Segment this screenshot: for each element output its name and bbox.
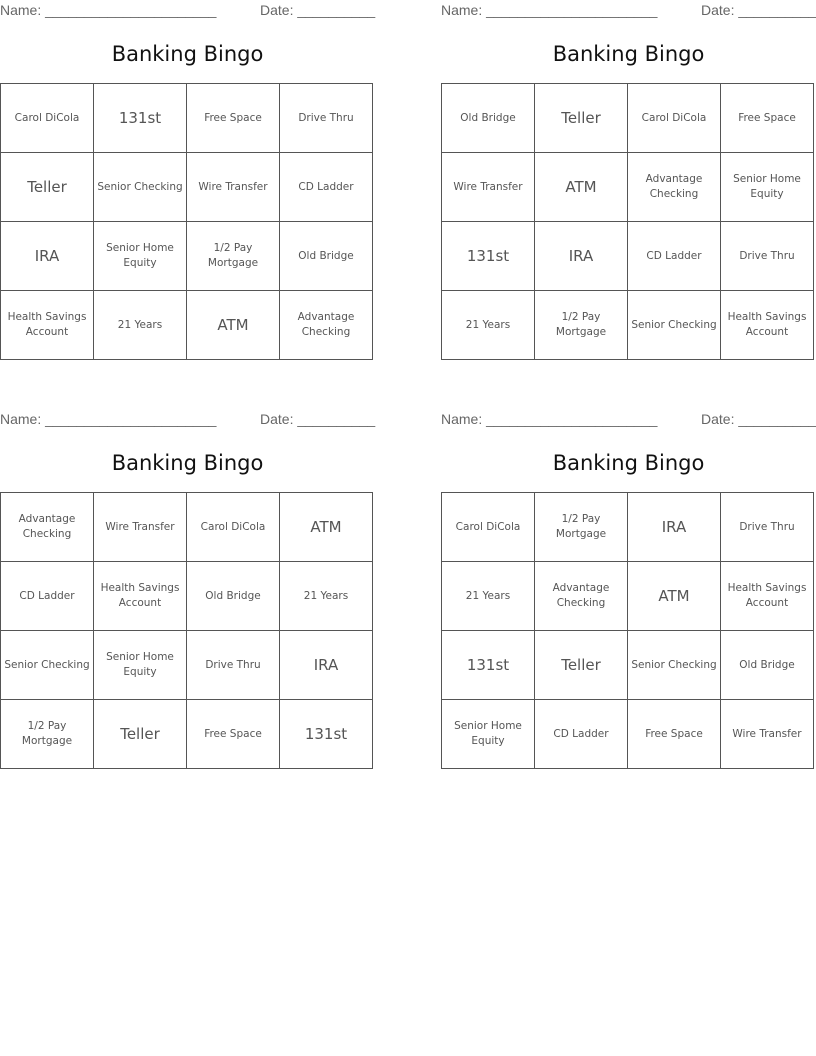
bingo-cell: 1/2 Pay Mortgage	[535, 291, 628, 360]
bingo-cell: 131st	[442, 222, 535, 291]
bingo-cell: Advantage Checking	[628, 153, 721, 222]
bingo-cell: Carol DiCola	[1, 84, 94, 153]
bingo-cell: 21 Years	[94, 291, 187, 360]
date-field-label: Date: __________	[701, 2, 816, 18]
bingo-cell: Old Bridge	[442, 84, 535, 153]
bingo-cell: CD Ladder	[535, 700, 628, 769]
grid-row	[1, 493, 373, 562]
bingo-cell: Senior Home Equity	[442, 700, 535, 769]
bingo-cell: Senior Home Equity	[94, 222, 187, 291]
bingo-cell: Old Bridge	[721, 631, 814, 700]
bingo-cell: Drive Thru	[721, 222, 814, 291]
bingo-cell: 21 Years	[442, 562, 535, 631]
grid-row	[1, 84, 373, 153]
card-header	[441, 409, 816, 431]
card-header	[0, 409, 375, 431]
grid-row	[1, 153, 373, 222]
bingo-cell: Old Bridge	[187, 562, 280, 631]
grid-row	[442, 493, 814, 562]
bingo-cell: ATM	[628, 562, 721, 631]
bingo-cell: CD Ladder	[628, 222, 721, 291]
bingo-cell: Health Savings Account	[721, 562, 814, 631]
card-title: Banking Bingo	[552, 451, 705, 475]
bingo-cell: Wire Transfer	[442, 153, 535, 222]
grid-row	[1, 562, 373, 631]
date-field-label: Date: __________	[701, 411, 816, 427]
card-header	[441, 0, 816, 22]
bingo-grid	[441, 492, 814, 769]
bingo-cell: ATM	[280, 493, 373, 562]
bingo-cell: Free Space	[721, 84, 814, 153]
bingo-cell: Senior Checking	[628, 291, 721, 360]
card-header	[0, 0, 375, 22]
bingo-cell: IRA	[535, 222, 628, 291]
date-field-label: Date: __________	[260, 411, 376, 427]
bingo-cell: Senior Checking	[94, 153, 187, 222]
grid-row	[442, 222, 814, 291]
bingo-cell: Drive Thru	[721, 493, 814, 562]
name-field-label: Name: ______________________	[0, 2, 217, 18]
bingo-cell: Teller	[94, 700, 187, 769]
bingo-grid	[0, 492, 373, 769]
bingo-cell: IRA	[628, 493, 721, 562]
bingo-cell: Drive Thru	[187, 631, 280, 700]
bingo-cell: 1/2 Pay Mortgage	[1, 700, 94, 769]
bingo-cell: Advantage Checking	[535, 562, 628, 631]
bingo-cell: Advantage Checking	[1, 493, 94, 562]
bingo-cell: Senior Checking	[628, 631, 721, 700]
bingo-cell: IRA	[1, 222, 94, 291]
bingo-cell: 1/2 Pay Mortgage	[187, 222, 280, 291]
grid-row	[442, 700, 814, 769]
bingo-cell: Senior Home Equity	[94, 631, 187, 700]
bingo-cell: Teller	[535, 84, 628, 153]
grid-row	[442, 291, 814, 360]
bingo-cell: CD Ladder	[280, 153, 373, 222]
bingo-cell: Carol DiCola	[628, 84, 721, 153]
bingo-cell: 131st	[442, 631, 535, 700]
grid-row	[1, 291, 373, 360]
bingo-cell: Drive Thru	[280, 84, 373, 153]
bingo-cell: 1/2 Pay Mortgage	[535, 493, 628, 562]
grid-row	[442, 631, 814, 700]
bingo-cell: Wire Transfer	[721, 700, 814, 769]
card-title: Banking Bingo	[111, 451, 264, 475]
bingo-cell: Carol DiCola	[442, 493, 535, 562]
bingo-cell: Teller	[535, 631, 628, 700]
bingo-cell: Free Space	[187, 700, 280, 769]
bingo-grid	[441, 83, 814, 360]
bingo-cell: 21 Years	[280, 562, 373, 631]
bingo-cell: Free Space	[628, 700, 721, 769]
bingo-cell: Teller	[1, 153, 94, 222]
name-field-label: Name: ______________________	[0, 411, 217, 427]
name-field-label: Name: ______________________	[441, 411, 658, 427]
bingo-cell: 131st	[94, 84, 187, 153]
bingo-cell: Health Savings Account	[721, 291, 814, 360]
grid-row	[442, 562, 814, 631]
bingo-cell: Senior Home Equity	[721, 153, 814, 222]
bingo-cell: Advantage Checking	[280, 291, 373, 360]
grid-row	[1, 631, 373, 700]
bingo-cell: Wire Transfer	[187, 153, 280, 222]
grid-row	[442, 153, 814, 222]
bingo-cell: CD Ladder	[1, 562, 94, 631]
bingo-cell: 131st	[280, 700, 373, 769]
card-title: Banking Bingo	[552, 42, 705, 66]
bingo-cell: Health Savings Account	[1, 291, 94, 360]
bingo-cell: Free Space	[187, 84, 280, 153]
bingo-cell: Senior Checking	[1, 631, 94, 700]
grid-row	[442, 84, 814, 153]
date-field-label: Date: __________	[260, 2, 376, 18]
card-title: Banking Bingo	[111, 42, 264, 66]
bingo-grid	[0, 83, 373, 360]
bingo-cell: 21 Years	[442, 291, 535, 360]
grid-row	[1, 700, 373, 769]
bingo-cell: IRA	[280, 631, 373, 700]
bingo-cell: ATM	[187, 291, 280, 360]
bingo-cell: Health Savings Account	[94, 562, 187, 631]
bingo-cell: Carol DiCola	[187, 493, 280, 562]
name-field-label: Name: ______________________	[441, 2, 658, 18]
bingo-cell: ATM	[535, 153, 628, 222]
bingo-cell: Old Bridge	[280, 222, 373, 291]
grid-row	[1, 222, 373, 291]
bingo-cell: Wire Transfer	[94, 493, 187, 562]
